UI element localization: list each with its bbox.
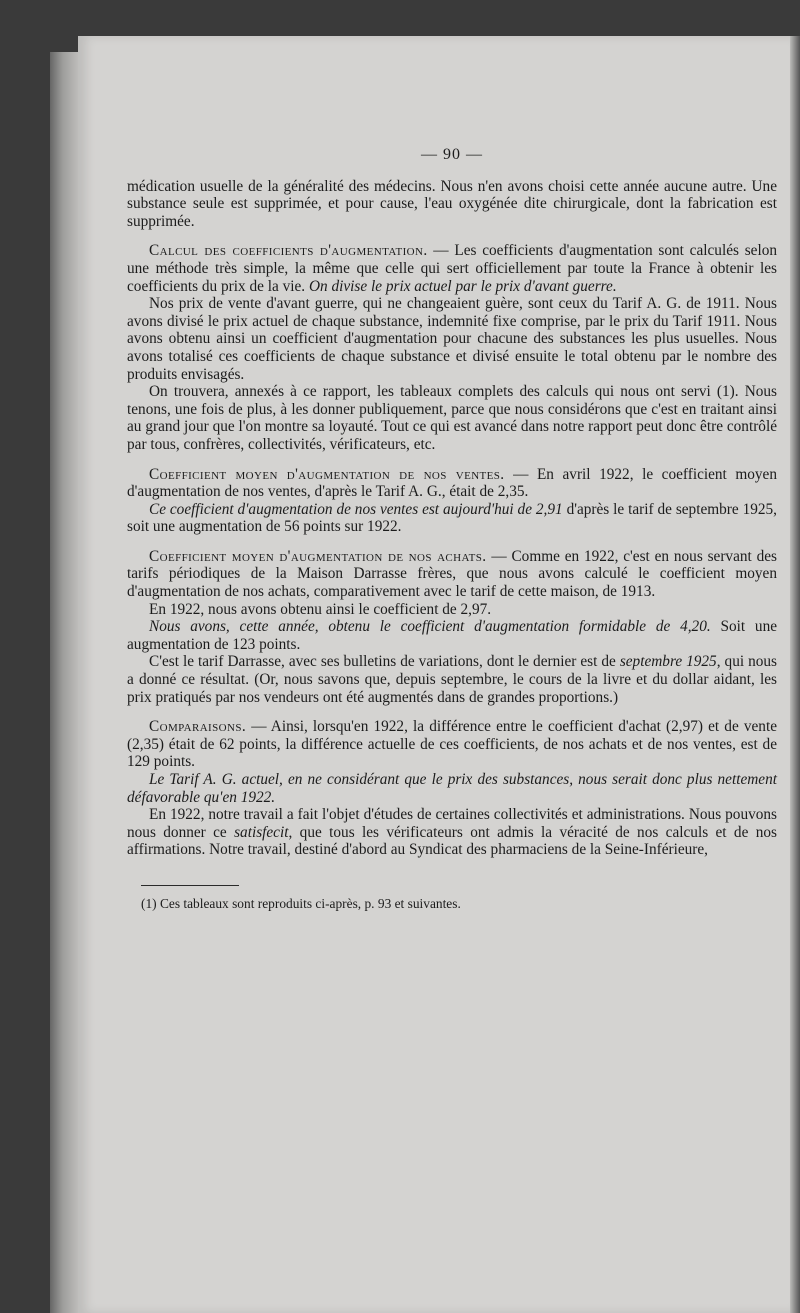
section-calcul: Calcul des coefficients d'augmentation. — Les coefficients d'augmentation sont calculés selon une méthode très simple, la même que celle qui sert officiellement par toute la France à obtenir les coefficients du prix de la vie. On divise le prix actuel par le prix d'avant guerre. (127, 242, 777, 295)
paragraph-comparaisons-2: Le Tarif A. G. actuel, en ne considérant que le prix des substances, nous serait donc plus nettement défavorable qu'en 1922. (127, 771, 777, 806)
section-achats: Coefficient moyen d'augmentation de nos achats. — Comme en 1922, c'est en nous servant des tarifs périodiques de la Maison Darrasse frères, que nous avons calculé le coefficient moyen d'augmentation de nos achats, comparativement avec le tarif de cette maison, de 1913. (127, 547, 777, 601)
paragraph-achats-4: C'est le tarif Darrasse, avec ses bulletins de variations, dont le dernier est de septembre 1925, qui nous a donné ce résultat. (Or, nous savons que, depuis septembre, le cours de la livre et du dollar aidant, les prix pratiqués par nos vendeurs ont été augmentés dans de grandes proportions.) (127, 653, 777, 706)
section-heading-achats: Coefficient moyen d'augmentation de nos achats. (149, 547, 487, 565)
section-comparaisons: Comparaisons. — Ainsi, lorsqu'en 1922, la différence entre le coefficient d'achat (2,97) et de vente (2,35) était de 62 points, la différence actuelle de ces coefficients, de nos achats et de nos ventes, est de 129 points. (127, 718, 777, 771)
paragraph-achats-3: Nous avons, cette année, obtenu le coefficient d'augmentation formidable de 4,20. Soit une augmentation de 123 points. (127, 618, 778, 653)
paragraph-trouvera: On trouvera, annexés à ce rapport, les tableaux complets des calculs qui nous ont servi (1). Nous tenons, une fois de plus, à les donner publiquement, parce que nous considérons que c'est en traitant ainsi au grand jour que l'on montre sa loyauté. Tout ce qui est avancé dans notre rapport peut donc être contrôlé par tous, confrères, collectivités, vérificateurs, etc. (127, 383, 777, 453)
section-heading-ventes: Coefficient moyen d'augmentation de nos ventes. (149, 465, 505, 483)
paragraph-ventes-2: Ce coefficient d'augmentation de nos ventes est aujourd'hui de 2,91 d'après le tarif de septembre 1925, soit une augmentation de 56 points sur 1922. (127, 500, 777, 536)
section-heading-calcul: Calcul des coefficients d'augmentation. (149, 242, 428, 260)
section-heading-comparaisons: Comparaisons. (149, 718, 247, 736)
footnote: (1) Ces tableaux sont reproduits ci-après, p. 93 et suivantes. (141, 895, 461, 911)
section-ventes: Coefficient moyen d'augmentation de nos ventes. — En avril 1922, le coefficient moyen d'augmentation de nos ventes, d'après le Tarif A. G., était de 2,35. (127, 465, 777, 501)
paragraph-achats-2: En 1922, nous avons obtenu ainsi le coefficient de 2,97. (149, 600, 492, 618)
paragraph-comparaisons-3: En 1922, notre travail a fait l'objet d'études de certaines collectivités et administrations. Nous pouvons nous donner ce satisfecit, que tous les vérificateurs ont admis la véracité de nos calculs et de nos affirmations. Notre travail, destiné d'abord au Syndicat des pharmaciens de la Seine-Inférieure, (127, 806, 777, 859)
footnote-divider (141, 885, 239, 886)
paragraph-medication: médication usuelle de la généralité des médecins. Nous n'en avons choisi cette année aucune autre. Une substance seule est supprimée, et pour cause, l'eau oxygénée dite chirurgicale, dont la fabrication est supprimée. (127, 177, 777, 230)
page-content (127, 146, 777, 912)
paragraph-prix: Nos prix de vente d'avant guerre, qui ne changeaient guère, sont ceux du Tarif A. G. de 1911. Nous avons divisé le prix actuel de chaque substance, indemnité fixe comprise, par le prix du Tarif 1911. Nous avons obtenu ainsi un coefficient d'augmentation pour chacune des substances les plus usuelles. Nous avons totalisé ces coefficients de chaque substance et divisé ensuite le total obtenu par le nombre des produits envisagés. (127, 295, 777, 383)
page-number: — 90 — (421, 146, 483, 163)
